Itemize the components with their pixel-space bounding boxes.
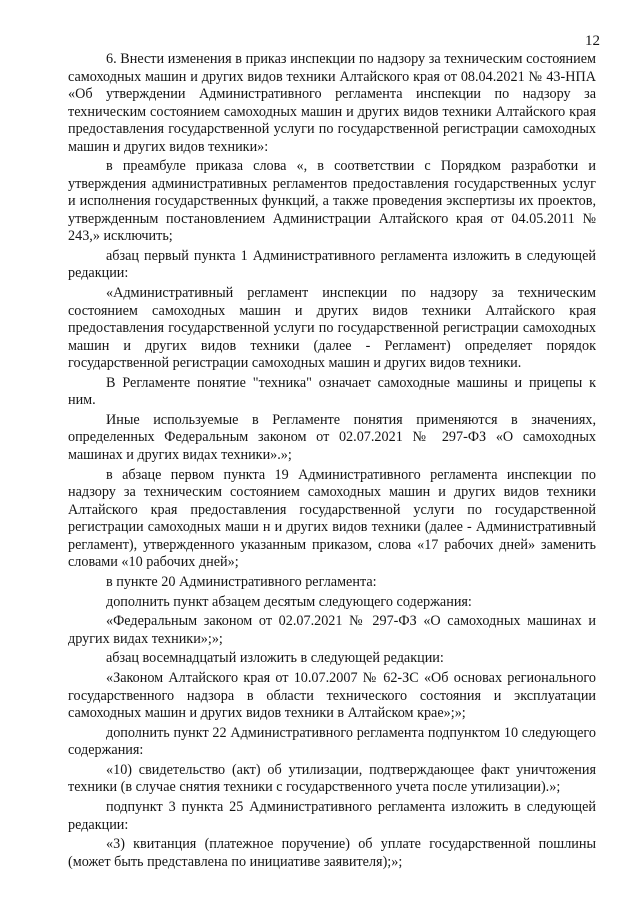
paragraph-point-25: подпункт 3 пункта 25 Административного регламента изложить в следующей редакции: xyxy=(68,799,596,833)
paragraph-other-terms: Иные используемые в Регламенте понятия применяются в значениях, определенных Федеральным законом от 02.07.2021 № 297-ФЗ «О самоходных машинах и других видах техники».»; xyxy=(68,411,596,463)
paragraph-point-19: в абзаце первом пункта 19 Административного регламента инспекции по надзору за техническим состоянием самоходных машин и других видов техники Алтайского края предоставления государственной услуги по государственной регистрации самоходных маши н и других видов техники (далее - Административный регламент), утвержденного указанным приказом, слова «17 рабочих дней» заменить словами «10 рабочих дней»; xyxy=(68,466,596,571)
paragraph-point-1-intro: абзац первый пункта 1 Административного регламента изложить в следующей редакции: xyxy=(68,247,596,282)
paragraph-item-6: 6. Внести изменения в приказ инспекции по надзору за техническим состоянием самоходных машин и других видов техники Алтайского края от 08.04.2021 № 43-НПА «Об утверждении Административного регламента инспекции по надзору за техническим состоянием самоходных машин и других видов техники Алтайского края предоставления государственной услуги по государственной регистрации самоходных машин и других видов техники»: xyxy=(68,51,596,155)
paragraph-point-20: в пункте 20 Административного регламента: xyxy=(106,573,377,590)
paragraph-regional-law: «Законом Алтайского края от 10.07.2007 № 62-ЗС «Об основах регионального государственного надзора в области технического состояния и эксплуатации самоходных машин и других видов техники в Алтайском крае»;»; xyxy=(68,670,596,722)
paragraph-regulation-quote: «Административный регламент инспекции по надзору за техническим состоянием самоходных машин и других видов техники Алтайского края предоставления государственной услуги по государственной регистрации самоходных машин и других видов техники (далее - Регламент) определяет порядок государственной регистрации самоходных машин и других видов техники. xyxy=(68,285,596,372)
paragraph-add-tenth: дополнить пункт абзацем десятым следующего содержания: xyxy=(106,593,472,610)
paragraph-subpoint-3: «3) квитанция (платежное поручение) об уплате государственной пошлины (может быть представлена по инициативе заявителя);»; xyxy=(68,836,596,870)
paragraph-federal-law: «Федеральным законом от 02.07.2021 № 297-ФЗ «О самоходных машинах и других видах техники»;»; xyxy=(68,613,596,647)
paragraph-eighteenth: абзац восемнадцатый изложить в следующей редакции: xyxy=(106,650,444,667)
paragraph-subpoint-10: «10) свидетельство (акт) об утилизации, подтверждающее факт уничтожения техники (в случае снятия техники с государственного учета после утилизации).»; xyxy=(68,761,596,796)
document-body xyxy=(68,51,596,874)
paragraph-point-22: дополнить пункт 22 Административного регламента подпунктом 10 следующего содержания: xyxy=(68,724,596,759)
paragraph-technique-definition: В Регламенте понятие "техника" означает самоходные машины и прицепы к ним. xyxy=(68,374,596,409)
page-number: 12 xyxy=(585,33,600,49)
paragraph-preamble: в преамбуле приказа слова «, в соответствии с Порядком разработки и утверждения административных регламентов предоставления государственных услуг и исполнения государственных функций, а также проведения экспертизы их проектов, утвержденным постановлением Администрации Алтайского края от 04.05.2011 № 243,» исключить; xyxy=(68,158,596,245)
